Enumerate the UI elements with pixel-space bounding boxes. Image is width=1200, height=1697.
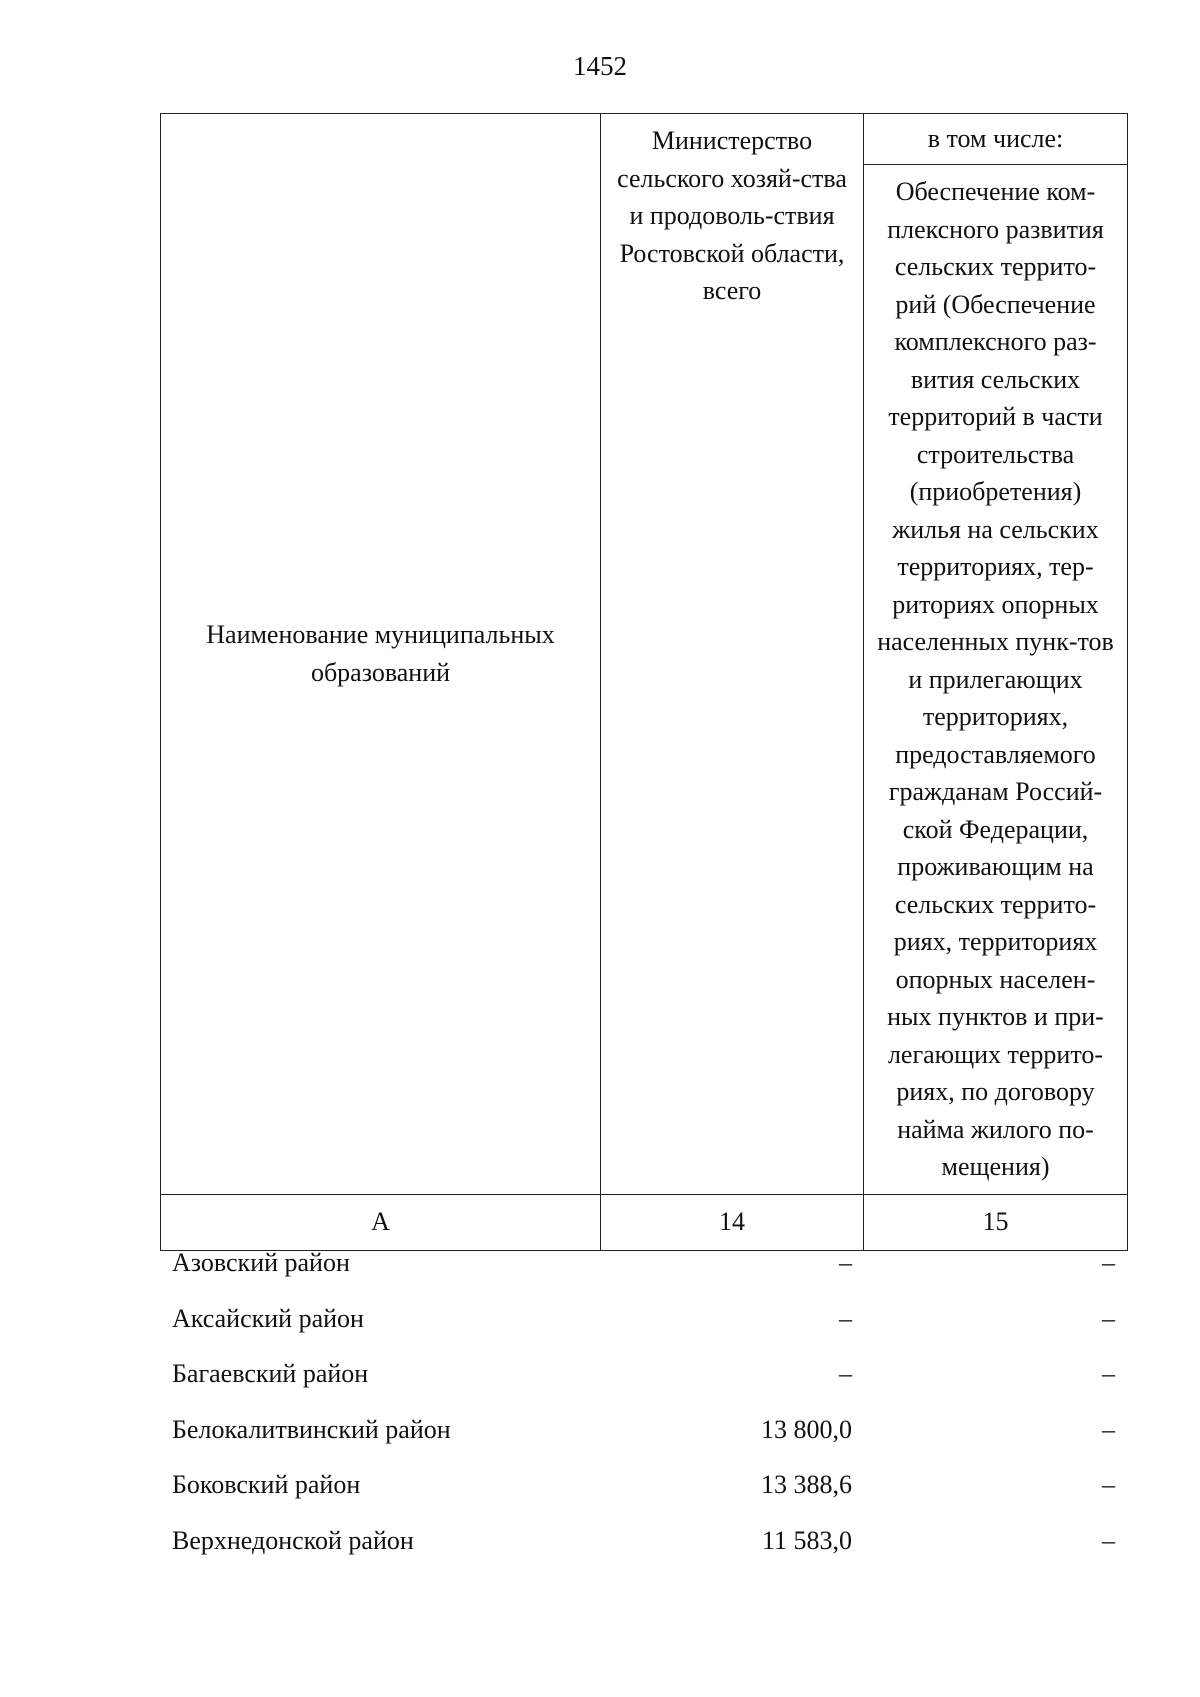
column-number-14: 14: [601, 1194, 864, 1250]
row-value-col14: 13 388,6: [761, 1470, 852, 1499]
row-value-col15: –: [1102, 1248, 1115, 1277]
table-row: [160, 1407, 1127, 1463]
row-value-col14: 11 583,0: [761, 1525, 852, 1555]
row-value-col15: –: [1102, 1525, 1115, 1555]
row-municipality-name: Боковский район: [172, 1470, 361, 1499]
table-body: [160, 1240, 1127, 1573]
column-header-rural-development: [864, 165, 1128, 1195]
row-value-col15: –: [1102, 1414, 1115, 1444]
column-header-municipality-label: Наименование муниципальных образований: [206, 620, 555, 687]
column-header-ministry-total: [601, 114, 864, 1195]
row-value-col14: –: [839, 1303, 852, 1333]
table-row: [160, 1351, 1127, 1407]
table-row: [160, 1518, 1127, 1574]
column-number-a: А: [161, 1194, 601, 1250]
row-municipality-name: Багаевский район: [172, 1359, 369, 1388]
column-header-including: [864, 114, 1128, 165]
table-row: [160, 1462, 1127, 1518]
row-value-col14: –: [839, 1359, 852, 1388]
table-row: [160, 1296, 1127, 1352]
row-municipality-name: Верхнедонской район: [172, 1525, 414, 1555]
row-municipality-name: Белокалитвинский район: [172, 1414, 451, 1444]
row-value-col14: 13 800,0: [761, 1414, 852, 1444]
column-number-15: 15: [864, 1194, 1128, 1250]
row-value-col15: –: [1102, 1303, 1115, 1333]
column-header-including-label: в том числе:: [927, 124, 1064, 154]
row-municipality-name: Аксайский район: [172, 1303, 364, 1333]
row-municipality-name: Азовский район: [172, 1248, 350, 1277]
column-header-municipality: [161, 114, 601, 1195]
page-number: 1452: [573, 51, 627, 81]
column-header-ministry-total-label: Министерство сельского хозяй-ства и продоволь-ствия Ростовской области, всего: [617, 126, 847, 305]
table-header: [160, 113, 1128, 1251]
row-value-col15: –: [1102, 1359, 1115, 1388]
column-header-rural-development-label: Обеспечение ком-плексного развития сельских террито-рий (Обеспечение комплексного раз-вития сельских территорий в части строительства (приобретения) жилья на сельских территориях, тер-риториях опорных населенных пунк-тов и прилегающих территориях, предоставляемого гражданам Россий-ской Федерации, проживающим на сельских террито-риях, территориях опорных населен-ных пунктов и при-легающих террито-риях, по договору найма жилого по-мещения): [877, 177, 1114, 1181]
table-row: [160, 1240, 1127, 1296]
row-value-col14: –: [839, 1248, 852, 1277]
row-value-col15: –: [1102, 1470, 1115, 1499]
